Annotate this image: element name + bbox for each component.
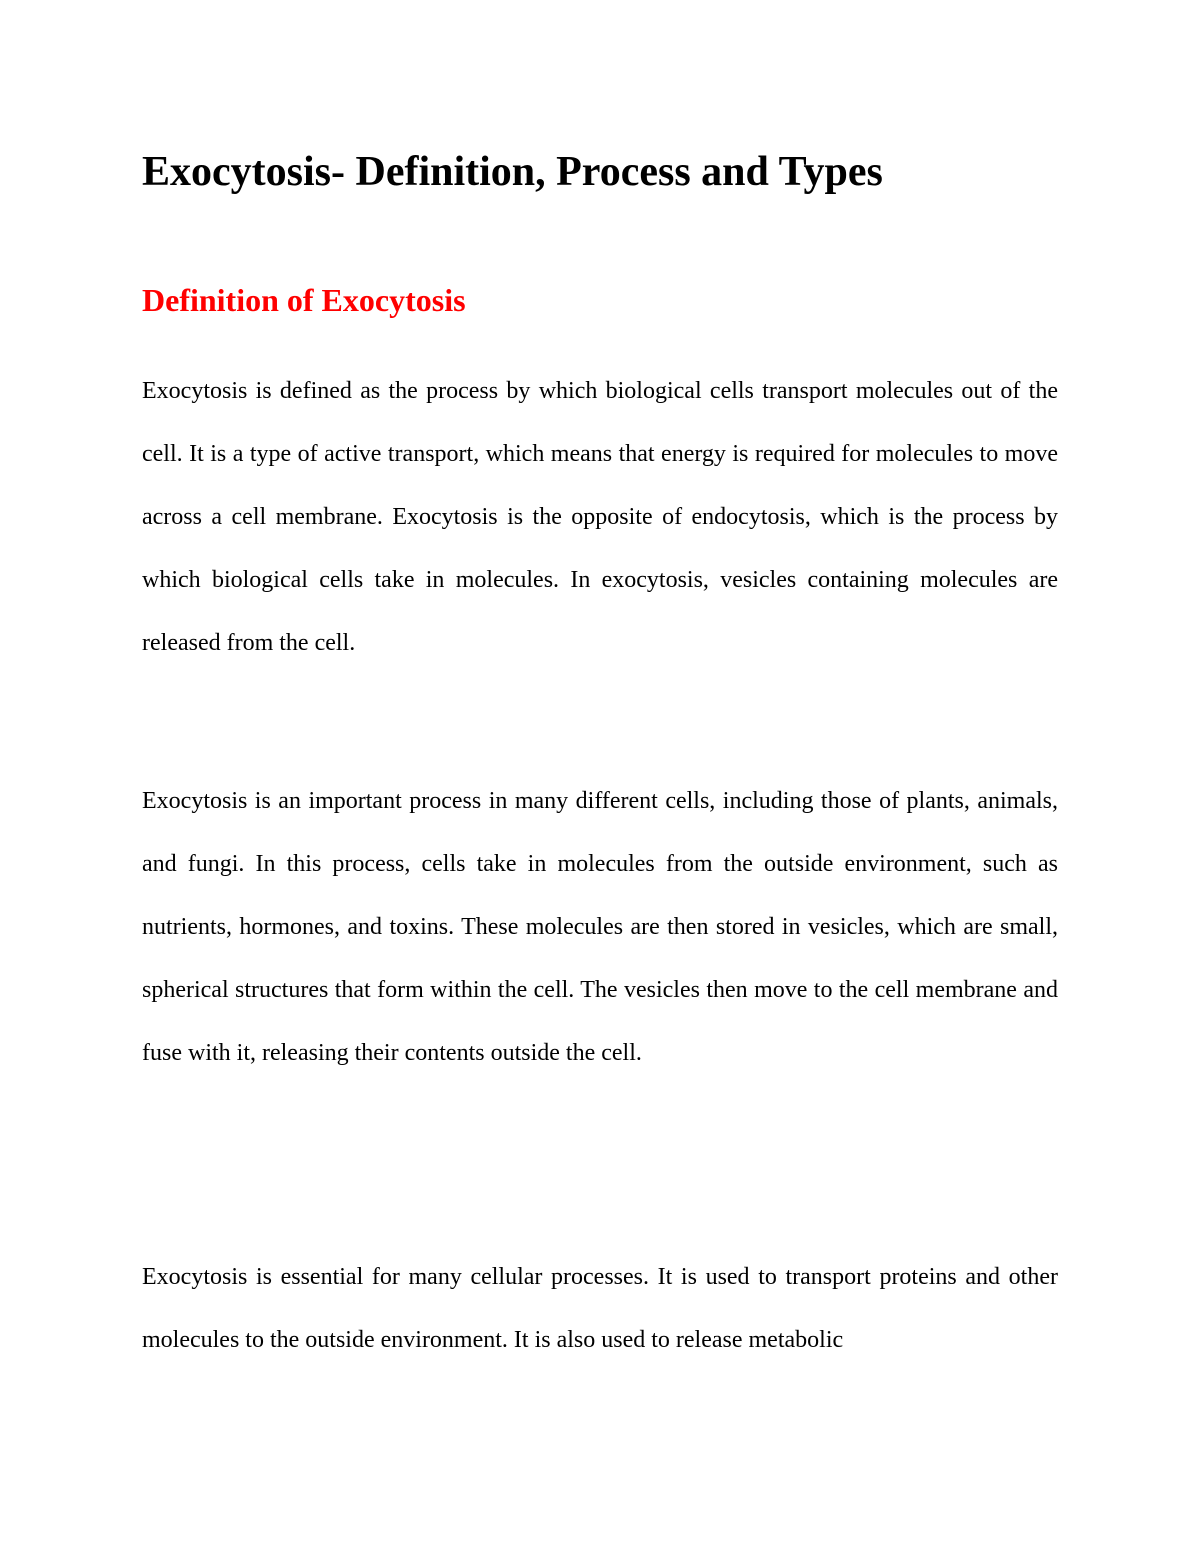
page-title: Exocytosis- Definition, Process and Types: [142, 149, 883, 195]
paragraph-process: Exocytosis is an important process in many different cells, including those of plants, animals, and fungi. In this process, cells take in molecules from the outside environment, such as nutrients, hormones, and toxins. These molecules are then stored in vesicles, which are small, spherical structures that form within the cell. The vesicles then move to the cell membrane and fuse with it, releasing their contents outside the cell.: [142, 788, 1058, 1066]
paragraph-importance: Exocytosis is essential for many cellular processes. It is used to transport proteins and other molecules to the outside environment. It is also used to release metabolic: [142, 1264, 1058, 1353]
section-heading-definition: Definition of Exocytosis: [142, 282, 466, 318]
paragraph-definition: Exocytosis is defined as the process by which biological cells transport molecules out of the cell. It is a type of active transport, which means that energy is required for molecules to move across a cell membrane. Exocytosis is the opposite of endocytosis, which is the process by which biological cells take in molecules. In exocytosis, vesicles containing molecules are released from the cell.: [142, 378, 1058, 656]
